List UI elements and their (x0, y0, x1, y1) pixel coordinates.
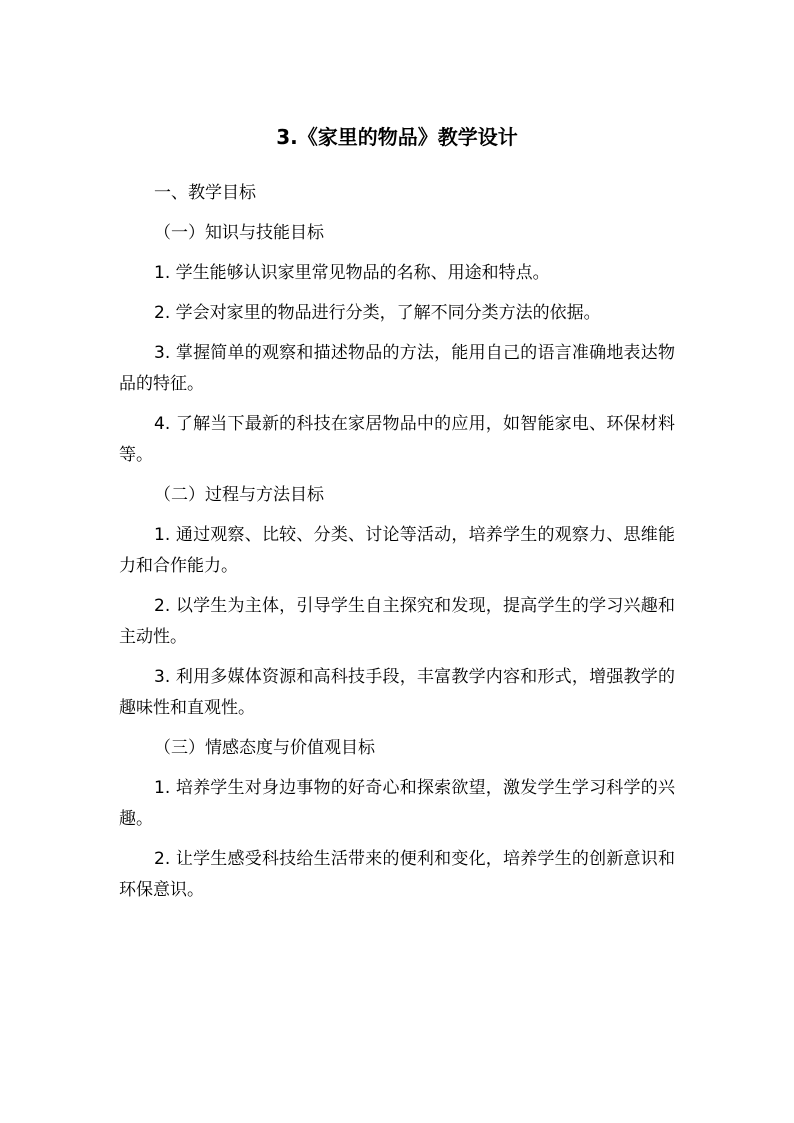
paragraph-knowledge-3: 3. 掌握简单的观察和描述物品的方法，能用自己的语言准确地表达物品的特征。 (119, 343, 675, 394)
paragraph-process-1: 1. 通过观察、比较、分类、讨论等活动，培养学生的观察力、思维能力和合作能力。 (119, 525, 675, 576)
paragraph-process-2: 2. 以学生为主体，引导学生自主探究和发现，提高学生的学习兴趣和主动性。 (119, 596, 675, 647)
subsection-heading-knowledge-skills: （一）知识与技能目标 (154, 223, 324, 243)
paragraph-knowledge-2: 2. 学会对家里的物品进行分类，了解不同分类方法的依据。 (154, 303, 601, 323)
document-body (119, 178, 675, 915)
subsection-heading-process-methods: （二）过程与方法目标 (154, 485, 324, 505)
section-heading-teaching-goals: 一、教学目标 (154, 183, 256, 203)
subsection-heading-emotion-values: （三）情感态度与价值观目标 (154, 738, 375, 758)
document-title: 3.《家里的物品》教学设计 (276, 125, 518, 149)
paragraph-knowledge-4: 4. 了解当下最新的科技在家居物品中的应用，如智能家电、环保材料等。 (119, 414, 675, 465)
paragraph-process-3: 3. 利用多媒体资源和高科技手段，丰富教学内容和形式，增强教学的趣味性和直观性。 (119, 667, 675, 718)
paragraph-emotion-2: 2. 让学生感受科技给生活带来的便利和变化，培养学生的创新意识和环保意识。 (119, 849, 675, 900)
paragraph-knowledge-1: 1. 学生能够认识家里常见物品的名称、用途和特点。 (154, 263, 550, 283)
paragraph-emotion-1: 1. 培养学生对身边事物的好奇心和探索欲望，激发学生学习科学的兴趣。 (119, 778, 675, 829)
